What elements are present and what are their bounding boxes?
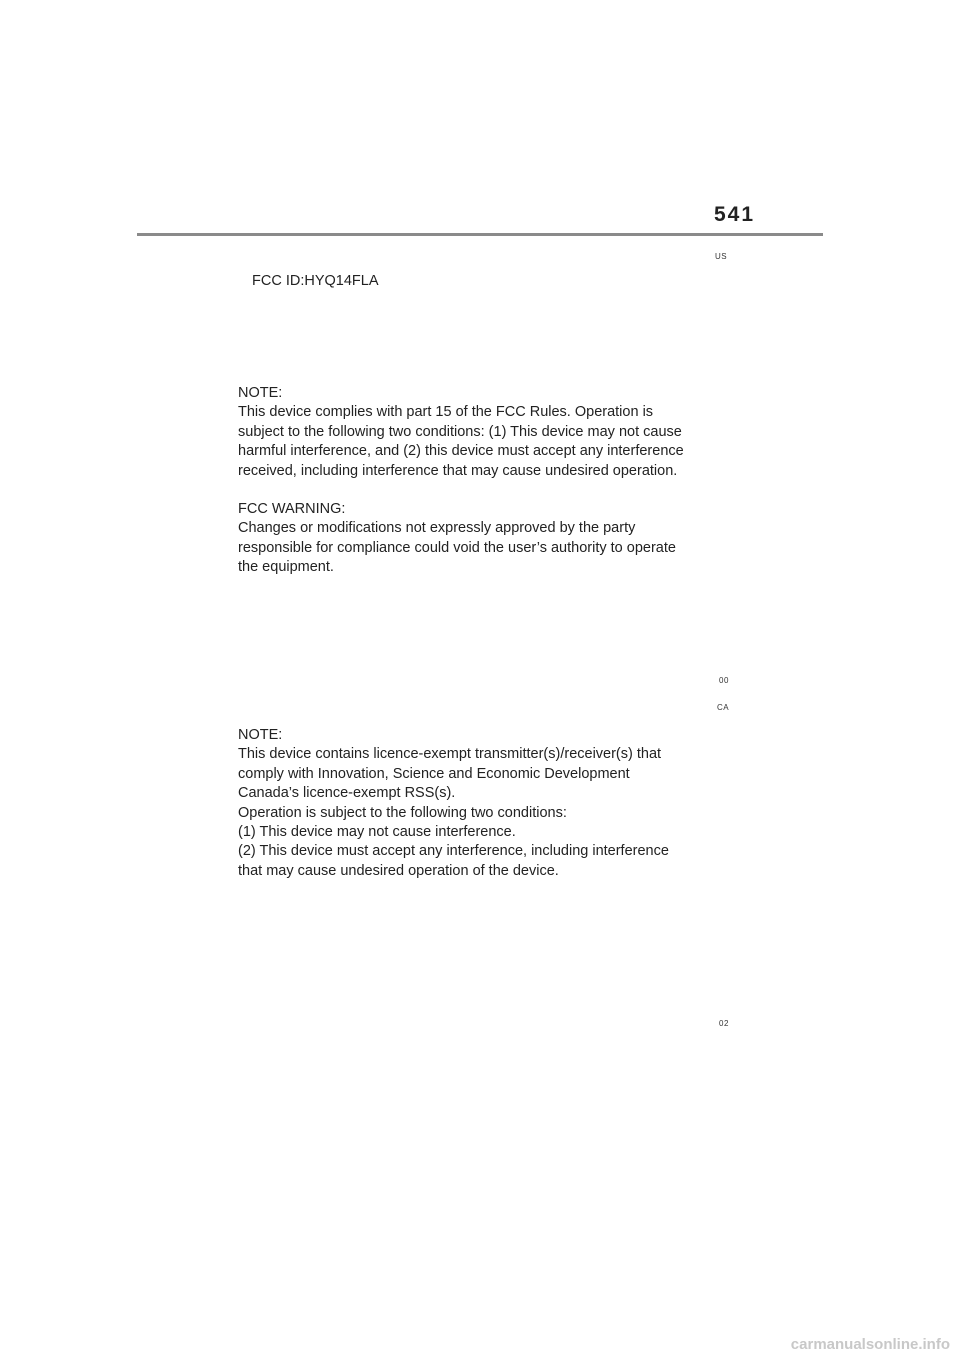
- fcc-warning-heading: FCC WARNING:: [238, 501, 346, 517]
- ca-note-line: (2) This device must accept any interference, including interference: [238, 843, 669, 860]
- region-code-ca: CA: [717, 703, 730, 712]
- watermark: carmanualsonline.info: [790, 1336, 950, 1353]
- region-code-us: US: [715, 252, 728, 261]
- header-rule: [137, 233, 823, 236]
- ca-note-line: comply with Innovation, Science and Economic Development: [238, 765, 630, 782]
- page-number: 541: [714, 203, 756, 226]
- ca-note-heading: NOTE:: [238, 727, 283, 743]
- us-note-line: subject to the following two conditions: (1) This device may not cause: [238, 423, 682, 440]
- ca-note-line: This device contains licence-exempt transmitter(s)/receiver(s) that: [238, 746, 662, 763]
- us-note-block: [238, 384, 738, 481]
- us-note-line: harmful interference, and (2) this device must accept any interference: [238, 443, 684, 460]
- ca-note-line: Canada’s licence-exempt RSS(s).: [238, 785, 456, 802]
- us-note-line: This device complies with part 15 of the FCC Rules. Operation is: [238, 404, 654, 421]
- ca-note-block: [238, 726, 738, 881]
- ca-note-line: Operation is subject to the following two conditions:: [238, 804, 567, 821]
- us-note-line: received, including interference that may cause undesired operation.: [238, 462, 678, 479]
- ca-note-line: (1) This device may not cause interference.: [238, 824, 516, 841]
- fcc-warning-line: Changes or modifications not expressly approved by the party: [238, 520, 636, 537]
- code-02: 02: [719, 1019, 729, 1028]
- ca-note-line: that may cause undesired operation of the device.: [238, 862, 559, 879]
- us-note-heading: NOTE:: [238, 385, 283, 401]
- fcc-warning-block: [238, 500, 738, 578]
- fcc-id: FCC ID:HYQ14FLA: [252, 273, 379, 289]
- fcc-warning-line: the equipment.: [238, 559, 334, 576]
- fcc-warning-line: responsible for compliance could void the user’s authority to operate: [238, 539, 676, 556]
- code-00: 00: [719, 676, 729, 685]
